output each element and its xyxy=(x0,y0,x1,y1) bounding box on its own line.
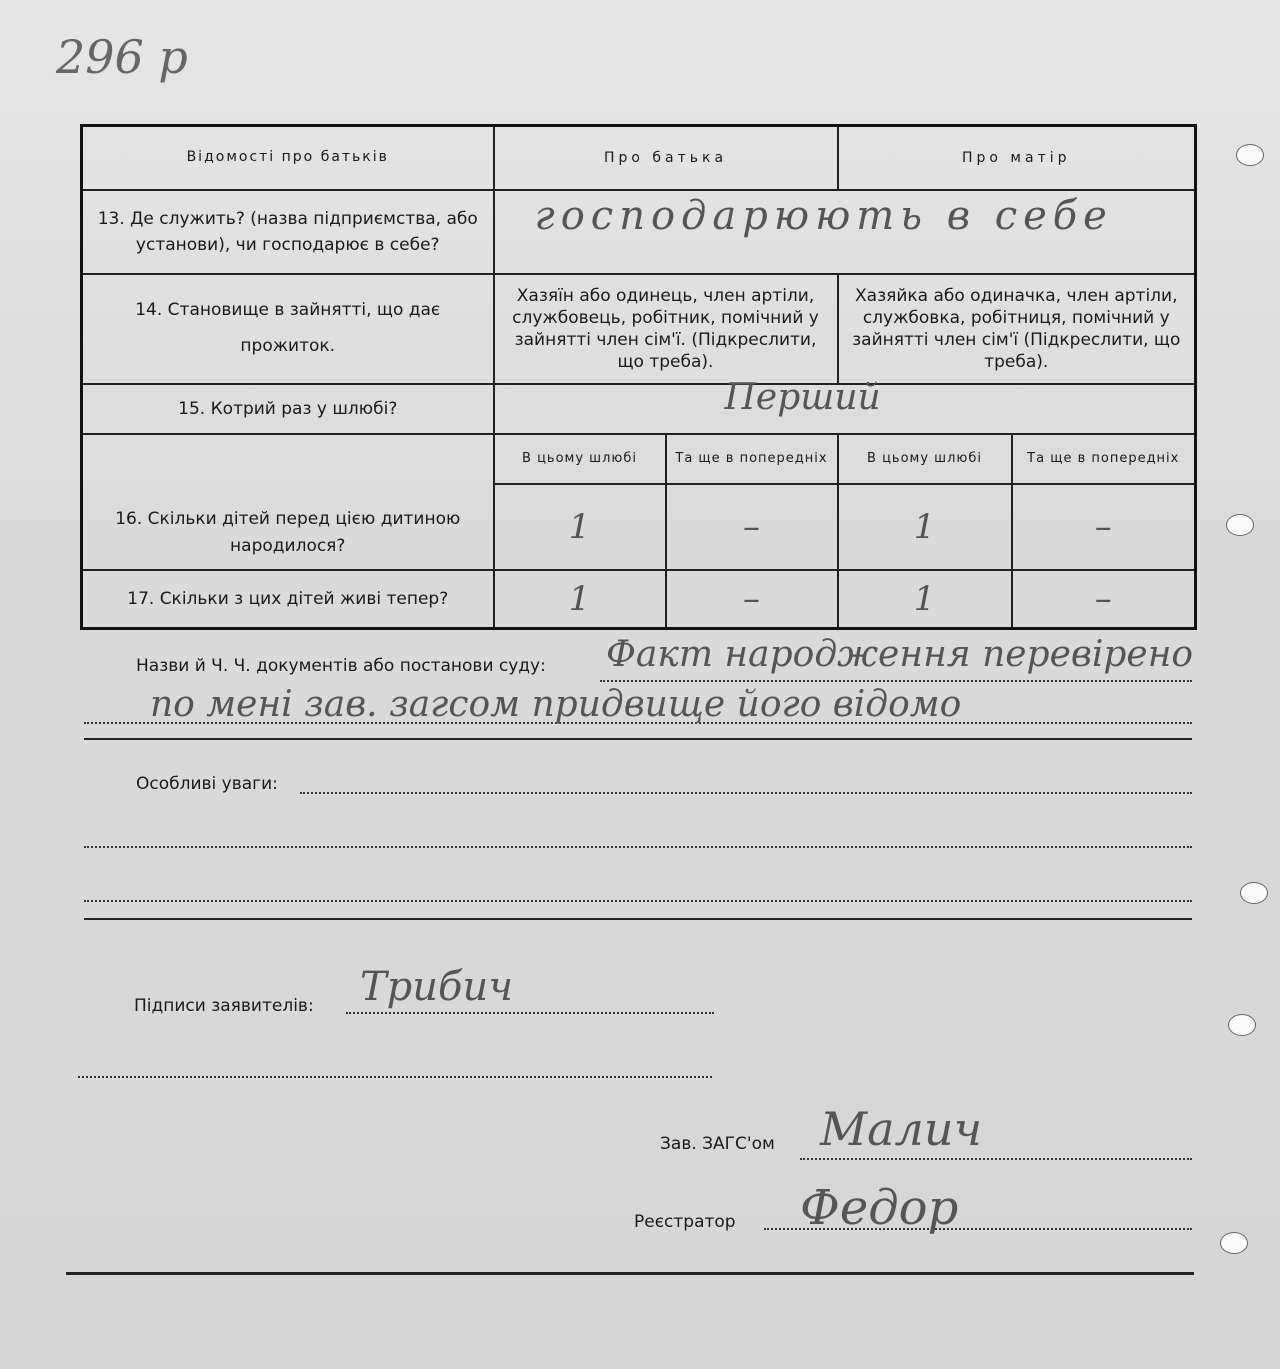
documents-line-1 xyxy=(600,680,1192,682)
zags-head-line xyxy=(800,1158,1192,1160)
applicants-signature-label: Підписи заявителів: xyxy=(134,996,314,1016)
header-mother: Про матір xyxy=(838,126,1196,191)
q17-father-prev: – xyxy=(666,570,838,628)
documents-divider xyxy=(84,738,1192,740)
answer-15-handwritten: Перший xyxy=(724,377,881,418)
remarks-divider xyxy=(84,918,1192,920)
q16-mother-this: 1 xyxy=(838,484,1012,570)
punch-hole xyxy=(1236,144,1264,166)
applicants-signature-line xyxy=(346,1012,714,1014)
q17-father-this: 1 xyxy=(494,570,666,628)
zags-head-label: Зав. ЗАГС'ом xyxy=(660,1134,775,1154)
bottom-divider xyxy=(66,1272,1194,1275)
question-17: 17. Скільки з цих дітей живі тепер? xyxy=(82,570,494,628)
subheader-mother-this-marriage: В цьому шлюбі xyxy=(838,434,1012,484)
father-occupation-options: Хазяїн або одинець, член артіли, службовець, робітник, помічний у зайнятті член сім'ї. (Підкреслити, що треба). xyxy=(494,274,838,384)
punch-hole xyxy=(1228,1014,1256,1036)
documents-handwritten-1: Факт народження перевірено xyxy=(606,634,1194,675)
question-13: 13. Де служить? (назва підприємства, або установи), чи господарює в себе? xyxy=(82,190,494,274)
applicants-signature-line-2 xyxy=(78,1076,712,1078)
q17-mother-prev: – xyxy=(1012,570,1196,628)
subheader-mother-previous: Та ще в попередніх xyxy=(1012,434,1196,484)
answer-13-handwritten: господарюють в себе xyxy=(534,193,1113,239)
zags-head-signature: Малич xyxy=(820,1102,983,1156)
remarks-line-1 xyxy=(300,792,1192,794)
q16-mother-prev: – xyxy=(1012,484,1196,570)
q17-mother-this: 1 xyxy=(838,570,1012,628)
registrar-signature: Федор xyxy=(800,1180,959,1236)
answer-15-cell xyxy=(494,377,1196,434)
mother-occupation-options: Хазяйка або одиначка, член артіли, службовка, робітниця, помічний у зайнятті член сім'ї (Підкреслити, що треба). xyxy=(838,274,1196,384)
parents-info-table xyxy=(80,124,1197,630)
registrar-label: Реєстратор xyxy=(634,1212,736,1232)
documents-handwritten-2: по мені зав. загсом придвище його відомо xyxy=(150,684,962,725)
question-15: 15. Котрий раз у шлюбі? xyxy=(82,384,494,434)
punch-hole xyxy=(1220,1232,1248,1254)
remarks-line-3 xyxy=(84,900,1192,902)
q16-father-prev: – xyxy=(666,484,838,570)
documents-label: Назви й Ч. Ч. документів або постанови суду: xyxy=(136,656,546,676)
punch-hole xyxy=(1226,514,1254,536)
punch-hole xyxy=(1240,882,1268,904)
header-parents-info: Відомості про батьків xyxy=(82,126,494,191)
applicants-signature: Трибич xyxy=(360,964,514,1010)
q16-father-this: 1 xyxy=(494,484,666,570)
archive-mark: 296 р xyxy=(56,30,188,84)
question-16: 16. Скільки дітей перед цією дитиною народилося? xyxy=(82,434,494,570)
header-father: Про батька xyxy=(494,126,838,191)
question-14: 14. Становище в зайнятті, що дає прожиток. xyxy=(82,274,494,384)
remarks-label: Особливі уваги: xyxy=(136,774,278,794)
subheader-father-this-marriage: В цьому шлюбі xyxy=(494,434,666,484)
subheader-father-previous: Та ще в попередніх xyxy=(666,434,838,484)
answer-13-cell xyxy=(494,190,1196,274)
remarks-line-2 xyxy=(84,846,1192,848)
